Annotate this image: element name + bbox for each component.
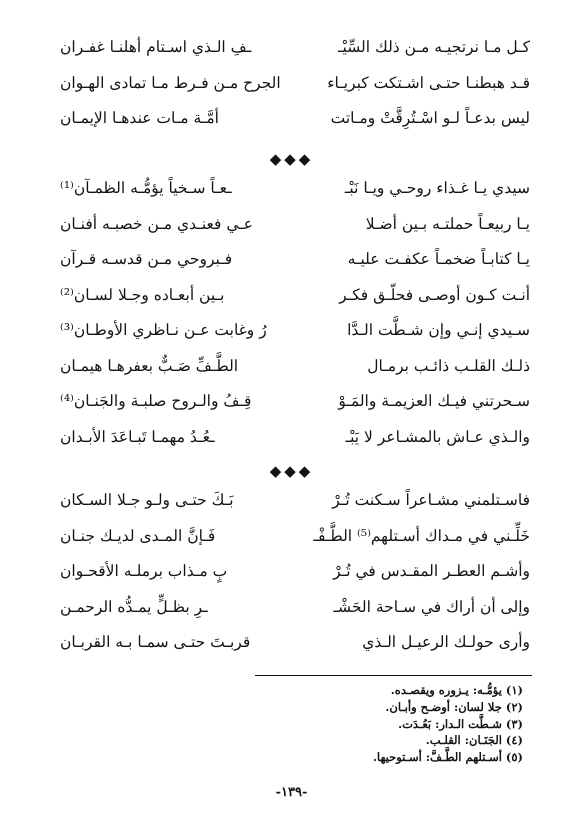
verse-second-hemistich: رُ وغابت عـن نـاظري الأوطـان⁽³⁾ xyxy=(60,321,267,339)
verse-first-hemistich: ذلـك القلـب ذائـب برمـال xyxy=(367,356,530,375)
verse-row xyxy=(60,318,530,354)
verse-first-hemistich: وأشـم العطـر المقـدس في تُـرْ xyxy=(333,562,530,580)
page-number: -١٣٩- xyxy=(275,785,308,800)
verse-row xyxy=(60,35,530,71)
verse-first-hemistich: أنـت كـون أوصـى فحلّـق فكـر xyxy=(339,285,530,304)
verse-second-hemistich: ـعـاً سـخياً يؤمُّـه الظمـآن⁽¹⁾ xyxy=(60,179,232,197)
verse-first-hemistich: ليس بدعـاً لـو اسْـتُرِقَّتْ ومـاتت xyxy=(330,109,530,127)
verse-row xyxy=(60,595,530,631)
verse-first-hemistich: كـل مـا نرتجيـه مـن ذلك السِّيْـ xyxy=(338,38,530,56)
footnote-item: (٢) جلا لسان: أوضـح وأبـان. xyxy=(385,699,523,714)
verse-second-hemistich: الطَّـفِّ صَـبٌّ بعفرهـا هيمـان xyxy=(60,356,239,375)
verse-row xyxy=(60,559,530,595)
verse-first-hemistich: سـحرتني فيـك العزيمـة والمَـوْ xyxy=(338,392,530,410)
footnotes xyxy=(223,682,523,766)
verse-row xyxy=(60,488,530,524)
verse-first-hemistich: يـا كتابـاً ضخمـاً عكفـت عليـه xyxy=(347,250,530,268)
verse-second-hemistich: عـي فعنـدي مـن خصبـه أفنـان xyxy=(60,214,254,233)
verse-row xyxy=(60,212,530,248)
verse-second-hemistich: ـعُـدُ مهمـا تَبـاعَدَ الأبـدان xyxy=(60,427,215,446)
stanza-1 xyxy=(60,35,530,142)
verse-row xyxy=(60,630,530,666)
verse-row xyxy=(60,71,530,107)
footnote-item: (٣) شـطَّت الـدار: بَعُـدَت. xyxy=(398,716,523,731)
verse-first-hemistich: فاسـتلمني مشـاعراً سـكنت تُـرْ xyxy=(332,491,530,509)
verse-second-hemistich: ـرِ بظـلٍّ يمـدُّه الرحمـن xyxy=(60,597,208,616)
verse-second-hemistich: الجرح مـن فـرط مـا تمادى الهـوان xyxy=(60,73,281,92)
verse-second-hemistich: قِـفُ والـروح صلبـة والجَنـان⁽⁴⁾ xyxy=(60,392,252,410)
verse-second-hemistich: فَـإنَّ المـدى لديـك جنـان xyxy=(60,526,216,545)
footnote-divider xyxy=(255,675,532,676)
verse-row xyxy=(60,176,530,212)
verse-second-hemistich: أمَّـة مـات عندهـا الإيمـان xyxy=(60,109,219,127)
stanza-separator: ◆◆◆ xyxy=(269,150,314,168)
verse-second-hemistich: بَـكَ حتـى ولـو جـلا السـكان xyxy=(60,491,234,509)
verse-row xyxy=(60,247,530,283)
verse-first-hemistich: سيدي يـا غـذاء روحـي ويـا نَبْـ xyxy=(344,179,530,197)
verse-row xyxy=(60,354,530,390)
verse-second-hemistich: فـبروحي مـن قدسـه قـرآن xyxy=(60,250,233,268)
verse-first-hemistich: والـذي عـاش بالمشـاعر لا يَبْـ xyxy=(345,427,530,446)
stanza-3 xyxy=(60,488,530,666)
verse-row xyxy=(60,106,530,142)
verse-first-hemistich: يـا ربيعـاً حملتـه بـين أضـلا xyxy=(365,214,530,233)
verse-row xyxy=(60,389,530,425)
verse-second-hemistich: بٍ مـذاب برملـه الأقحـوان xyxy=(60,562,228,580)
footnote-item: (١) يؤمُّـه: يـزوره ويقصـده. xyxy=(390,683,523,697)
verse-row xyxy=(60,425,530,461)
verse-second-hemistich: قربـتَ حتـى سمـا بـه القربـان xyxy=(60,633,251,651)
stanza-2 xyxy=(60,176,530,460)
verse-first-hemistich: وأرى حولـك الرعيـل الـذي xyxy=(362,633,530,651)
footnote-item: (٤) الجَنَـان: القلـب. xyxy=(425,733,523,748)
verse-first-hemistich: وإلى أن أراك في سـاحة الحَشْـ xyxy=(333,597,530,616)
stanza-separator: ◆◆◆ xyxy=(269,462,314,480)
verse-row xyxy=(60,524,530,560)
footnote-item: (٥) أسـتلهم الطَّـفَّ: أسـتوحيها. xyxy=(372,750,523,765)
verse-first-hemistich: سـيدي إنـي وإن شـطَّت الـدَّا xyxy=(347,321,530,339)
verse-first-hemistich: خَلِّـني في مـداك أسـتلهم⁽⁵⁾ الطَّـفْـ xyxy=(313,526,530,545)
verse-first-hemistich: قـد هبطنـا حتـى اشـتكت كبريـاء xyxy=(327,73,530,92)
verse-row xyxy=(60,283,530,319)
verse-second-hemistich: ـفِ الـذي اسـتام أهلنـا غفـران xyxy=(60,38,252,56)
verse-second-hemistich: بـين أبعـاده وجـلا لسـان⁽²⁾ xyxy=(60,285,225,304)
